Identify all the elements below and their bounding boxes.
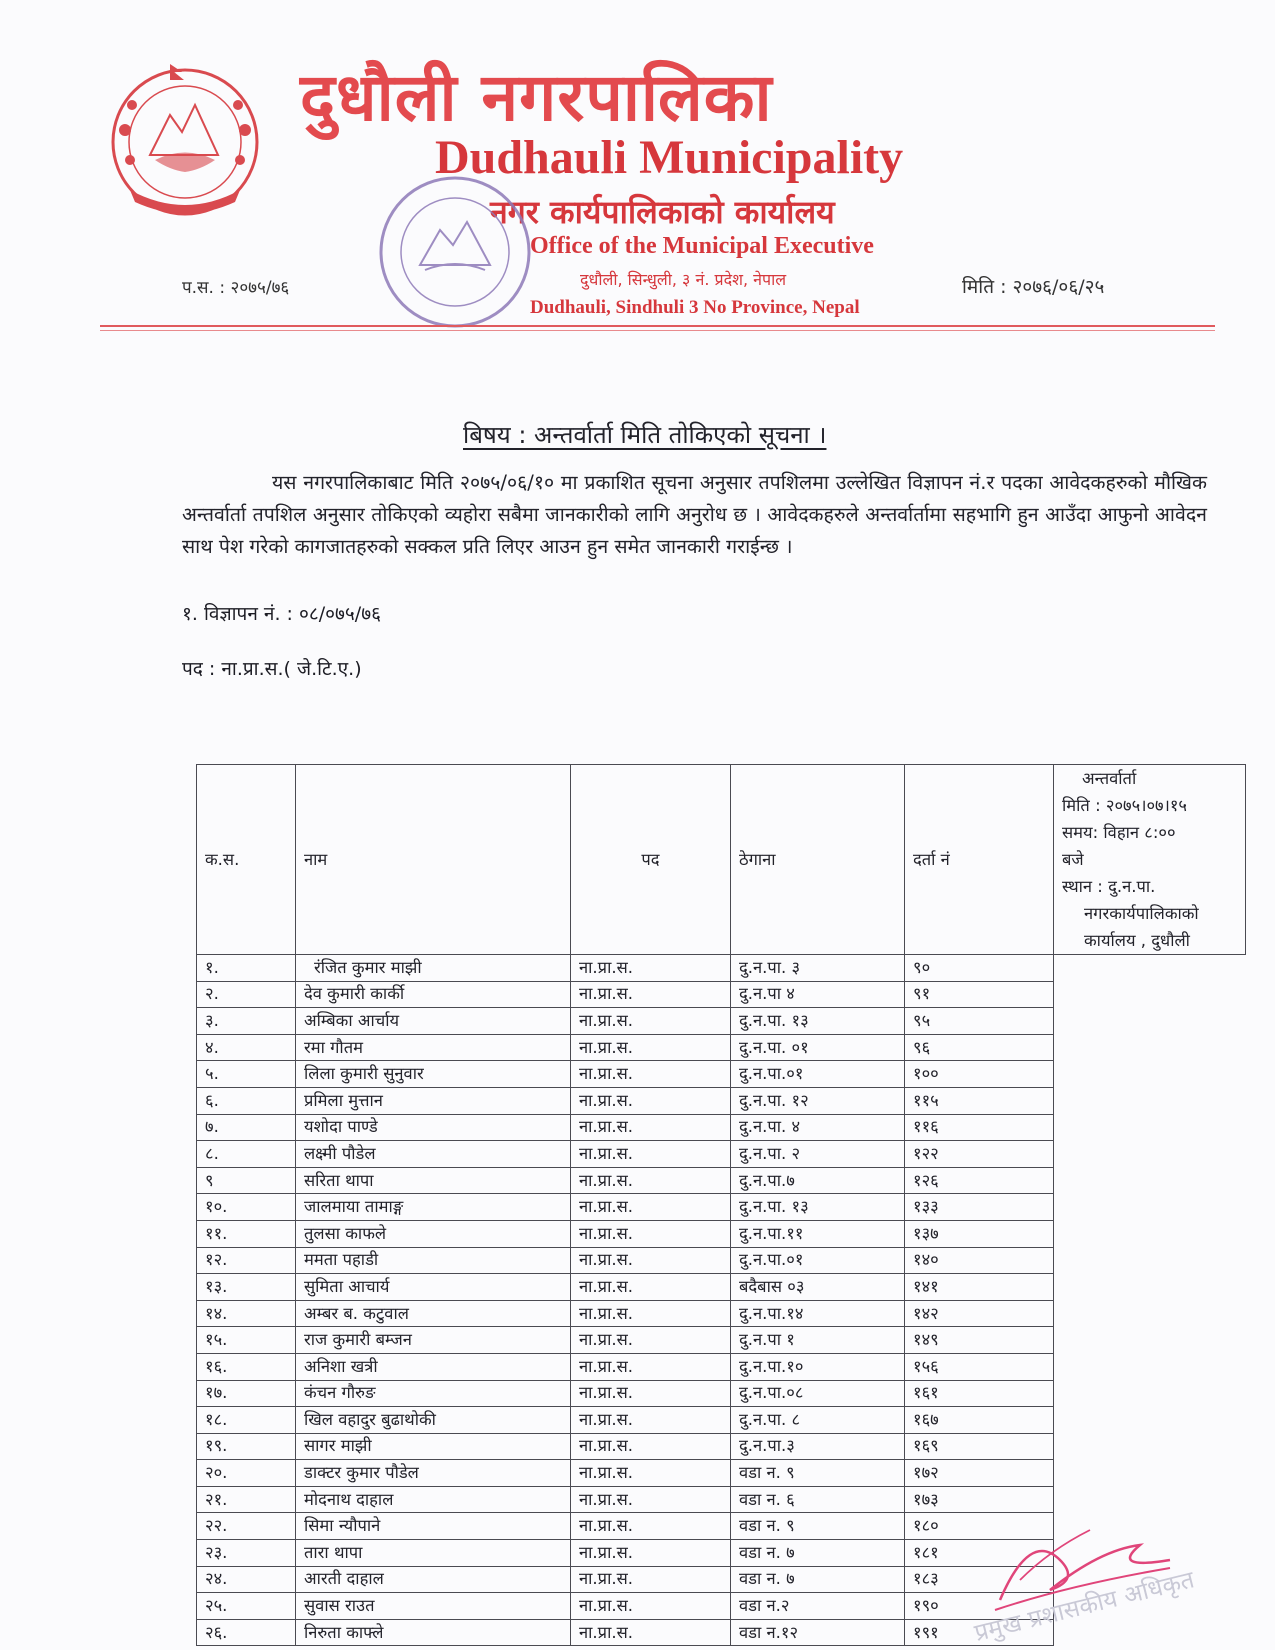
cell-post: ना.प्रा.स. (571, 1034, 731, 1061)
cell-registration: ९० (905, 955, 1054, 982)
cell-address: वडा न. ६ (731, 1486, 905, 1513)
cell-registration: १६९ (905, 1433, 1054, 1460)
cell-address: दु.न.पा. २ (731, 1141, 905, 1168)
cell-post: ना.प्रा.स. (571, 1486, 731, 1513)
address-english: Dudhauli, Sindhuli 3 No Province, Nepal (530, 297, 860, 318)
cell-serial: २०. (197, 1460, 296, 1487)
table-row (197, 1274, 1246, 1301)
cell-post: ना.प्रा.स. (571, 1247, 731, 1274)
cell-serial: १६. (197, 1353, 296, 1380)
table-row (197, 1061, 1246, 1088)
cell-serial: १८. (197, 1407, 296, 1434)
advertisement-number: १. विज्ञापन नं. : ०८/०७५/७६ (182, 603, 381, 625)
cell-name: अम्बिका आर्चाय (296, 1008, 571, 1035)
cell-name: जालमाया तामाङ्ग (296, 1194, 571, 1221)
nepal-emblem-icon (100, 60, 270, 220)
address-nepali: दुधौली, सिन्धुली, ३ नं. प्रदेश, नेपाल (580, 270, 787, 289)
table-row (197, 1141, 1246, 1168)
cell-registration: १०० (905, 1061, 1054, 1088)
cell-serial: ६. (197, 1087, 296, 1114)
table-row (197, 1034, 1246, 1061)
cell-registration: १४९ (905, 1327, 1054, 1354)
cell-name: रमा गौतम (296, 1034, 571, 1061)
cell-name: डाक्टर कुमार पौडेल (296, 1460, 571, 1487)
cell-name: सरिता थापा (296, 1167, 571, 1194)
table-row (197, 1194, 1246, 1221)
cell-serial: १३. (197, 1274, 296, 1301)
cell-address: वडा न.१२ (731, 1619, 905, 1646)
cell-address: दु.न.पा १ (731, 1327, 905, 1354)
cell-registration: १८३ (905, 1566, 1054, 1593)
cell-post: ना.प्रा.स. (571, 1167, 731, 1194)
table-row (197, 1300, 1246, 1327)
signature-stamp-icon (940, 1490, 1220, 1650)
reference-number: प.स. : २०७५/७६ (182, 278, 290, 298)
header-serial: क.स. (197, 765, 296, 955)
cell-serial: १२. (197, 1247, 296, 1274)
cell-post: ना.प्रा.स. (571, 1566, 731, 1593)
cell-address: दु.न.पा. १३ (731, 1008, 905, 1035)
cell-serial: ९ (197, 1167, 296, 1194)
cell-address: दु.न.पा. ८ (731, 1407, 905, 1434)
cell-post: ना.प्रा.स. (571, 1087, 731, 1114)
cell-name: तारा थापा (296, 1540, 571, 1567)
table-row (197, 1087, 1246, 1114)
cell-address: दु.न.पा ४ (731, 981, 905, 1008)
cell-name: लक्ष्मी पौडेल (296, 1141, 571, 1168)
cell-address: दु.न.पा. १२ (731, 1087, 905, 1114)
cell-name: प्रमिला मुत्तान (296, 1087, 571, 1114)
cell-name: यशोदा पाण्डे (296, 1114, 571, 1141)
table-row (197, 1247, 1246, 1274)
municipality-name-english: Dudhauli Municipality (435, 131, 904, 184)
cell-registration: १३३ (905, 1194, 1054, 1221)
cell-address: बदैबास ०३ (731, 1274, 905, 1301)
cell-name: सुवास राउत (296, 1593, 571, 1620)
table-row (197, 1008, 1246, 1035)
table-row (197, 1380, 1246, 1407)
cell-address: दु.न.पा.७ (731, 1167, 905, 1194)
cell-registration: १७३ (905, 1486, 1054, 1513)
table-row (197, 1460, 1246, 1487)
cell-serial: २. (197, 981, 296, 1008)
notice-paragraph: यस नगरपालिकाबाट मिति २०७५/०६/१० मा प्रकाशित सूचना अनुसार तपशिलमा उल्लेखित विज्ञापन नं.र पदका आवेदकहरुको मौखिक अन्तर्वार्ता तपशिल अनुसार तोकिएको व्यहोरा सबैमा जानकारीको लागि अनुरोध छ । आवेदकहरुले अन्तर्वार्तामा सहभागि हुन आउँदा आफुनो आवेदन साथ पेश गरेको कागजातहरुको सक्कल प्रति लिएर आउन हुन समेत जानकारी गराईन्छ । (182, 471, 1207, 558)
cell-name: सिमा न्यौपाने (296, 1513, 571, 1540)
table-row (197, 1220, 1246, 1247)
header-address: ठेगाना (731, 765, 905, 955)
cell-address: वडा न. ९ (731, 1513, 905, 1540)
cell-serial: २२. (197, 1513, 296, 1540)
cell-serial: ४. (197, 1034, 296, 1061)
table-row (197, 1353, 1246, 1380)
cell-serial: १९. (197, 1433, 296, 1460)
table-row (197, 1167, 1246, 1194)
cell-registration: १६१ (905, 1380, 1054, 1407)
cell-post: ना.प्रा.स. (571, 1593, 731, 1620)
cell-post: ना.प्रा.स. (571, 1619, 731, 1646)
post-title: पद : ना.प्रा.स.( जे.टि.ए.) (182, 658, 362, 680)
cell-post: ना.प्रा.स. (571, 1513, 731, 1540)
cell-post: ना.प्रा.स. (571, 1327, 731, 1354)
cell-name: रंजित कुमार माझी (296, 955, 571, 982)
cell-registration: १४१ (905, 1274, 1054, 1301)
cell-name: सागर माझी (296, 1433, 571, 1460)
table-row (197, 1407, 1246, 1434)
cell-serial: १०. (197, 1194, 296, 1221)
cell-name: खिल वहादुर बुढाथोकी (296, 1407, 571, 1434)
cell-registration: १९० (905, 1593, 1054, 1620)
note-time: समय: विहान ८:०० (1062, 823, 1176, 842)
note-place-cont1: नगरकार्यपालिकाको (1084, 904, 1199, 923)
cell-name: तुलसा काफले (296, 1220, 571, 1247)
cell-address: दु.न.पा. १३ (731, 1194, 905, 1221)
cell-registration: १९१ (905, 1619, 1054, 1646)
cell-name: ममता पहाडी (296, 1247, 571, 1274)
cell-post: ना.प्रा.स. (571, 1141, 731, 1168)
cell-post: ना.प्रा.स. (571, 1380, 731, 1407)
cell-name: मोदनाथ दाहाल (296, 1486, 571, 1513)
cell-address: दु.न.पा. ४ (731, 1114, 905, 1141)
interview-schedule-note (1054, 765, 1246, 955)
cell-registration: ९५ (905, 1008, 1054, 1035)
office-name-nepali: नगर कार्यपालिकाको कार्यालय (490, 193, 835, 231)
cell-post: ना.प्रा.स. (571, 1407, 731, 1434)
cell-name: लिला कुमारी सुनुवार (296, 1061, 571, 1088)
cell-serial: ७. (197, 1114, 296, 1141)
cell-address: दु.न.पा.०८ (731, 1380, 905, 1407)
cell-registration: १२६ (905, 1167, 1054, 1194)
table-header-row (197, 765, 1246, 955)
cell-serial: १४. (197, 1300, 296, 1327)
cell-post: ना.प्रा.स. (571, 1008, 731, 1035)
cell-name: सुमिता आचार्य (296, 1274, 571, 1301)
cell-name: अनिशा खत्री (296, 1353, 571, 1380)
cell-serial: २१. (197, 1486, 296, 1513)
cell-registration: ११६ (905, 1114, 1054, 1141)
cell-address: दु.न.पा.०१ (731, 1247, 905, 1274)
header-registration: दर्ता नं (905, 765, 1054, 955)
cell-serial: १७. (197, 1380, 296, 1407)
cell-registration: १५६ (905, 1353, 1054, 1380)
letter-date: मिति : २०७६/०६/२५ (962, 276, 1105, 298)
cell-registration: १४० (905, 1247, 1054, 1274)
table-row (197, 1114, 1246, 1141)
cell-registration: ११५ (905, 1087, 1054, 1114)
cell-serial: ११. (197, 1220, 296, 1247)
cell-name: देव कुमारी कार्की (296, 981, 571, 1008)
note-time-cont: बजे (1062, 850, 1084, 869)
header-divider-thin (100, 330, 1215, 331)
cell-name: राज कुमारी बम्जन (296, 1327, 571, 1354)
note-place: स्थान : दु.न.पा. (1062, 877, 1156, 896)
cell-registration: १८१ (905, 1540, 1054, 1567)
cell-serial: २४. (197, 1566, 296, 1593)
subject-line: बिषय : अन्तर्वार्ता मिति तोकिएको सूचना । (463, 421, 827, 449)
cell-address: दु.न.पा.११ (731, 1220, 905, 1247)
cell-serial: ३. (197, 1008, 296, 1035)
cell-name: अम्बर ब. कटुवाल (296, 1300, 571, 1327)
cell-address: वडा न. ७ (731, 1566, 905, 1593)
cell-address: वडा न. ७ (731, 1540, 905, 1567)
cell-address: दु.न.पा. ३ (731, 955, 905, 982)
cell-serial: १५. (197, 1327, 296, 1354)
cell-post: ना.प्रा.स. (571, 1114, 731, 1141)
cell-post: ना.प्रा.स. (571, 1220, 731, 1247)
office-name-english: Office of the Municipal Executive (530, 233, 874, 259)
cell-post: ना.प्रा.स. (571, 1433, 731, 1460)
note-date: मिति : २०७५।०७।१५ (1062, 796, 1188, 815)
cell-registration: १८० (905, 1513, 1054, 1540)
cell-address: दु.न.पा.१० (731, 1353, 905, 1380)
header-post: पद (571, 765, 731, 955)
cell-address: वडा न.२ (731, 1593, 905, 1620)
cell-post: ना.प्रा.स. (571, 1274, 731, 1301)
table-row (197, 981, 1246, 1008)
cell-name: आरती दाहाल (296, 1566, 571, 1593)
cell-registration: १२२ (905, 1141, 1054, 1168)
cell-serial: ५. (197, 1061, 296, 1088)
cell-serial: २६. (197, 1619, 296, 1646)
cell-post: ना.प्रा.स. (571, 1194, 731, 1221)
cell-address: वडा न. ९ (731, 1460, 905, 1487)
cell-post: ना.प्रा.स. (571, 1061, 731, 1088)
municipality-name-nepali: दुधौली नगरपालिका (300, 59, 773, 136)
cell-name: निरुता काफ्ले (296, 1619, 571, 1646)
cell-registration: १३७ (905, 1220, 1054, 1247)
cell-post: ना.प्रा.स. (571, 1353, 731, 1380)
cell-serial: ८. (197, 1141, 296, 1168)
note-heading: अन्तर्वार्ता (1082, 769, 1137, 788)
cell-registration: १४२ (905, 1300, 1054, 1327)
cell-registration: १७२ (905, 1460, 1054, 1487)
cell-serial: २५. (197, 1593, 296, 1620)
cell-serial: २३. (197, 1540, 296, 1567)
cell-address: दु.न.पा.०१ (731, 1061, 905, 1088)
signature-designation: प्रमुख प्रशासकीय अधिकृत (971, 1565, 1197, 1647)
cell-post: ना.प्रा.स. (571, 955, 731, 982)
cell-registration: ९६ (905, 1034, 1054, 1061)
table-row (197, 1433, 1246, 1460)
cell-address: दु.न.पा.१४ (731, 1300, 905, 1327)
cell-post: ना.प्रा.स. (571, 1460, 731, 1487)
note-place-cont2: कार्यालय , दुधौली (1084, 931, 1190, 950)
office-stamp-icon (375, 170, 535, 335)
cell-address: दु.न.पा. ०१ (731, 1034, 905, 1061)
cell-serial: १. (197, 955, 296, 982)
header-name: नाम (296, 765, 571, 955)
cell-name: कंचन गौरुङ (296, 1380, 571, 1407)
cell-post: ना.प्रा.स. (571, 1300, 731, 1327)
cell-registration: ९१ (905, 981, 1054, 1008)
cell-registration: १६७ (905, 1407, 1054, 1434)
cell-post: ना.प्रा.स. (571, 981, 731, 1008)
cell-post: ना.प्रा.स. (571, 1540, 731, 1567)
header-divider (100, 325, 1215, 327)
cell-address: दु.न.पा.३ (731, 1433, 905, 1460)
table-row (197, 1327, 1246, 1354)
table-row (197, 955, 1246, 982)
